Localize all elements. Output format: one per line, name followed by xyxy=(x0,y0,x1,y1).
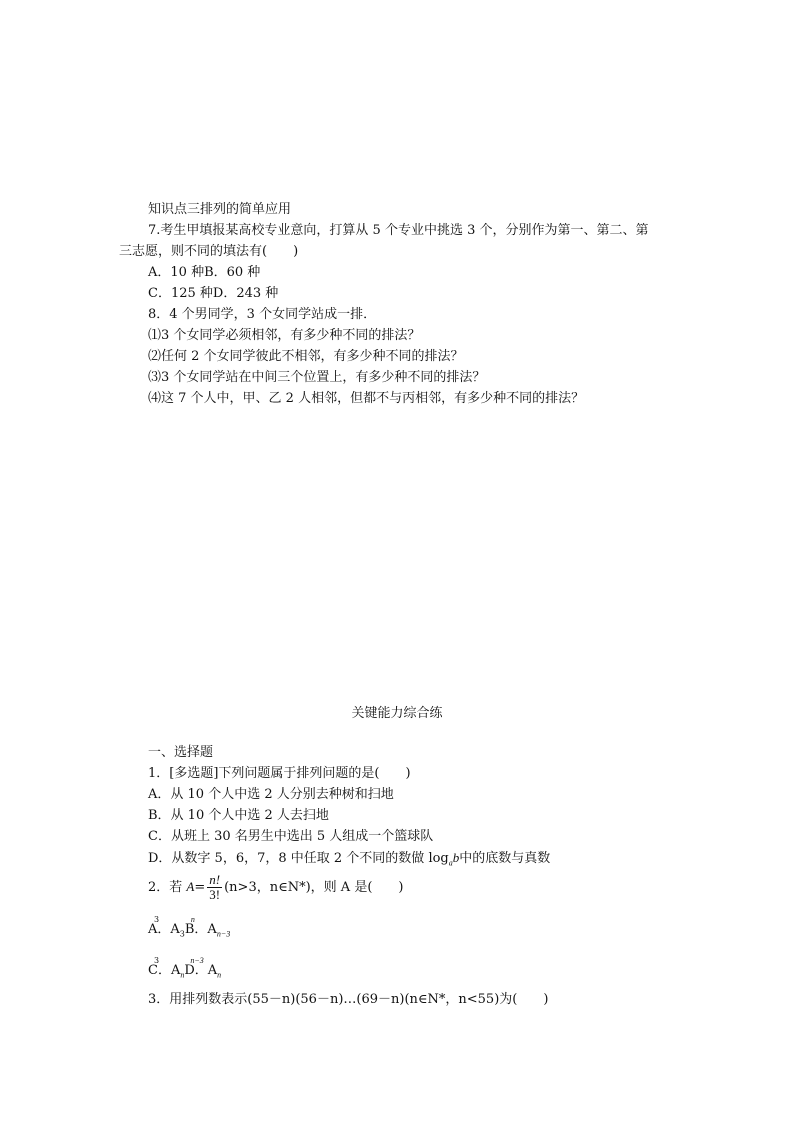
option-c-sup: 3 xyxy=(154,956,160,965)
question-1-stem: 1．[多选题]下列问题属于排列问题的是( ) xyxy=(148,766,411,781)
question-8-part1: ⑴3 个女同学必须相邻，有多少种不同的排法？ xyxy=(148,328,421,343)
question-2-stem xyxy=(148,872,403,903)
question-2-options-ab xyxy=(148,915,231,945)
equals-sign: = xyxy=(194,880,206,895)
question-1-option-d-tail: 中的底数与真数 xyxy=(459,851,551,866)
fraction-denominator: 3! xyxy=(209,887,221,902)
question-1-option-d xyxy=(148,848,550,874)
question-7-line2: 三志愿，则不同的填法有( ) xyxy=(119,244,299,259)
question-7-options-ab: A．10 种B．60 种 xyxy=(148,265,261,280)
option-a-sup: 3 xyxy=(154,915,160,924)
option-d-permutation xyxy=(184,956,222,986)
fraction-numerator: n! xyxy=(209,872,221,887)
option-a-sub: 3 xyxy=(179,929,185,939)
question-3-stem: 3．用排列数表示(55－n)(56－n)…(69－n)(n∈N*，n<55)为( ) xyxy=(148,992,549,1007)
option-b-sub: n−3 xyxy=(216,929,231,939)
question-7-options-cd: C．125 种D．243 种 xyxy=(148,286,279,301)
question-2-condition: (n>3，n∈N*)，则 A 是( ) xyxy=(224,880,404,895)
section-title-permutation-application: 知识点三排列的简单应用 xyxy=(148,202,292,217)
question-1-option-c: C．从班上 30 名男生中选出 5 人组成一个篮球队 xyxy=(148,829,434,844)
log-argument: b xyxy=(452,850,460,865)
option-b-label: B．A xyxy=(184,922,217,937)
option-d-sup: n−3 xyxy=(190,956,204,965)
question-7-line1: 7.考生甲填报某高校专业意向，打算从 5 个专业中挑选 3 个，分别作为第一、第二、第 xyxy=(148,223,649,238)
option-d-sub: n xyxy=(217,970,222,980)
log-base-subscript: a xyxy=(448,858,453,868)
option-a-label: A．A xyxy=(148,922,180,937)
option-a-permutation xyxy=(148,915,185,945)
question-1-option-b: B．从 10 个人中选 2 人去扫地 xyxy=(148,808,329,823)
question-2-number: 2．若 xyxy=(148,880,187,895)
variable-a: A xyxy=(186,879,195,894)
option-b-sup: n xyxy=(190,915,195,924)
section-title-key-ability: 关键能力综合练 xyxy=(351,706,443,721)
question-8-stem: 8．4 个男同学，3 个女同学站成一排． xyxy=(148,307,377,322)
question-2-options-cd xyxy=(148,956,222,986)
question-8-part4: ⑷这 7 个人中，甲、乙 2 人相邻，但都不与丙相邻，有多少种不同的排法？ xyxy=(148,391,585,406)
option-c-label: C．A xyxy=(148,963,181,978)
question-1-option-a: A．从 10 个人中选 2 人分别去种树和扫地 xyxy=(148,787,394,802)
question-8-part3: ⑶3 个女同学站在中间三个位置上，有多少种不同的排法？ xyxy=(148,370,486,385)
option-c-sub: n xyxy=(180,970,185,980)
option-b-permutation xyxy=(184,915,231,945)
option-c-permutation xyxy=(148,956,185,986)
option-d-label: D．A xyxy=(184,963,218,978)
question-1-option-d-text: D．从数字 5，6，7，8 中任取 2 个不同的数做 log xyxy=(148,851,449,866)
part-heading-choice: 一、选择题 xyxy=(148,745,214,760)
fraction-n-factorial-over-3-factorial xyxy=(207,873,222,902)
question-8-part2: ⑵任何 2 个女同学彼此不相邻，有多少种不同的排法？ xyxy=(148,349,464,364)
